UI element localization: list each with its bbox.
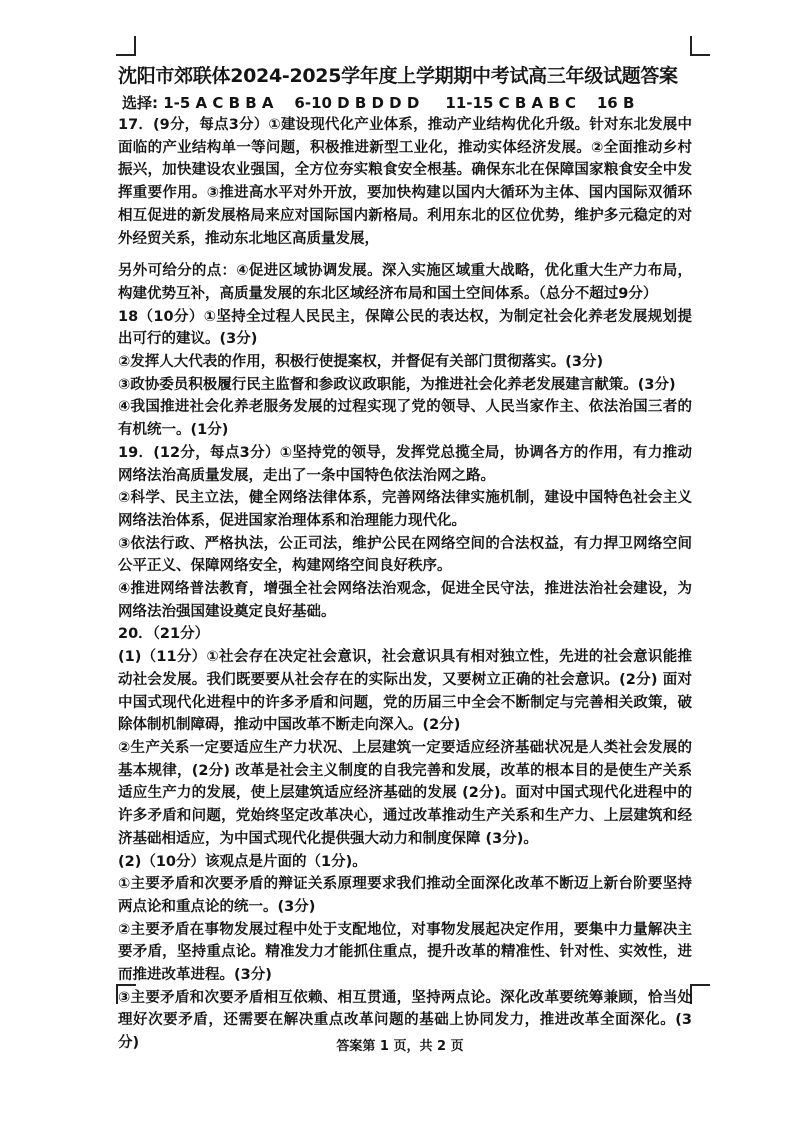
q19-answer-1: 19．(12分，每点3分）①坚持党的领导，发挥党总揽全局，协调各方的作用，有力推动网络法治高质量发展，走出了一条中国特色依法治网之路。 — [118, 444, 692, 484]
q18-answer-1: 18（10分）①坚持全过程人民民主，保障公民的表达权，为制定社会化养老发展规划提出可行的建议。(3分) — [118, 308, 692, 348]
q20-heading: 20．（21分） — [118, 626, 210, 643]
page-footer: 答案第 1 页，共 2 页 — [336, 1039, 464, 1054]
q17-answer: 17．(9分，每点3分）①建设现代化产业体系，推动产业结构优化升级。针对东北发展中面临的产业结构单一等问题，积极推进新型工业化，推动实体经济发展。②全面推动乡村振兴，加快建设农业强国，全方位夯实粮食安全根基。确保东北在保障国家粮食安全中发挥重要作用。③推进高水平对外开放，要加快构建以国内大循环为主体、国内国际双循环相互促进的新发展格局来应对国际国内新格局。利用东北的区位优势，维护多元稳定的对外经贸关系，推动东北地区高质量发展， — [118, 117, 692, 247]
page-title: 沈阳市郊联体2024-2025学年度上学期期中考试高三年级试题答案 — [118, 65, 678, 87]
q18-answer-2: ②发挥人大代表的作用，积极行使提案权，并督促有关部门贯彻落实。(3分) — [118, 354, 604, 371]
q19-answer-3: ③依法行政、严格执法，公正司法，维护公民在网络空间的合法权益，有力捍卫网络空间公平正义、保障网络安全，构建网络空间良好秩序。 — [118, 535, 692, 575]
crop-mark-top-left — [116, 36, 136, 56]
q20-part2-answer-1: ①主要矛盾和次要矛盾的辩证关系原理要求我们推动全面深化改革不断迈上新台阶要坚持两点论和重点论的统一。(3分) — [118, 876, 692, 915]
q20-part1-answer-2: ②生产关系一定要适应生产力状况、上层建筑一定要适应经济基础状况是人类社会发展的基本规律，(2分) 改革是社会主义制度的自我完善和发展，改革的根本目的是使生产关系适应生产力的发展，使上层建筑适应经济基础的发展 (2分)。面对中国式现代化进程中的许多矛盾和问题，党始终坚定改革决心，通过改革推动生产关系和生产力、上层建筑和经济基础相适应，为中国式现代化提供强大动力和制度保障 (3分)。 — [118, 739, 692, 847]
q18-answer-4: ④我国推进社会化养老服务发展的过程实现了党的领导、人民当家作主、依法治国三者的有机统一。(1分) — [118, 399, 692, 439]
q20-part2-answer-3: ③主要矛盾和次要矛盾相互依赖、相互贯通，坚持两点论。深化改革要统筹兼顾，恰当处理好次要矛盾，还需要在解决重点改革问题的基础上协同发力，推进改革全面深化。(3分) — [118, 989, 692, 1052]
q18-answer-3: ③政协委员积极履行民主监督和参政议政职能，为推进社会化养老发展建言献策。(3分) — [118, 376, 676, 393]
q20-part2-heading: (2)（10分）该观点是片面的（1分)。 — [118, 853, 367, 870]
answer-content — [118, 114, 692, 1055]
q19-answer-2: ②科学、民主立法，健全网络法律体系，完善网络法律实施机制，建设中国特色社会主义网络法治体系，促进国家治理体系和治理能力现代化。 — [118, 490, 692, 529]
q20-part2-answer-2: ②主要矛盾在事物发展过程中处于支配地位，对事物发展起决定作用，要集中力量解决主要矛盾，坚持重点论。精准发力才能抓住重点，提升改革的精准性、针对性、实效性，进而推进改革进程。(3分) — [118, 921, 692, 984]
crop-mark-bottom-right — [690, 984, 710, 1004]
q17-extra-answer: 另外可给分的点：④促进区域协调发展。深入实施区域重大战略，优化重大生产力布局，构建优势互补，高质量发展的东北区域经济布局和国土空间体系。（总分不超过9分） — [118, 263, 692, 302]
crop-mark-top-right — [690, 36, 710, 56]
q19-answer-4: ④推进网络普法教育，增强全社会网络法治观念，促进全民守法，推进法治社会建设，为网络法治强国建设奠定良好基础。 — [118, 581, 692, 620]
choice-answers: 选择: 1-5 A C B B A 6-10 D B D D D 11-15 C B A B C 16 B — [122, 94, 635, 112]
q20-part1-answer-1: (1)（11分）①社会存在决定社会意识，社会意识具有相对独立性，先进的社会意识能推动社会发展。我们既要要从社会存在的实际出发，又要树立正确的社会意识。(2分) 面对中国式现代化进程中的许多矛盾和问题，党的历届三中全会不断制定与完善相关政策，破除体制机制障碍，推动中国改革不断走向深入。(2分) — [118, 649, 692, 734]
